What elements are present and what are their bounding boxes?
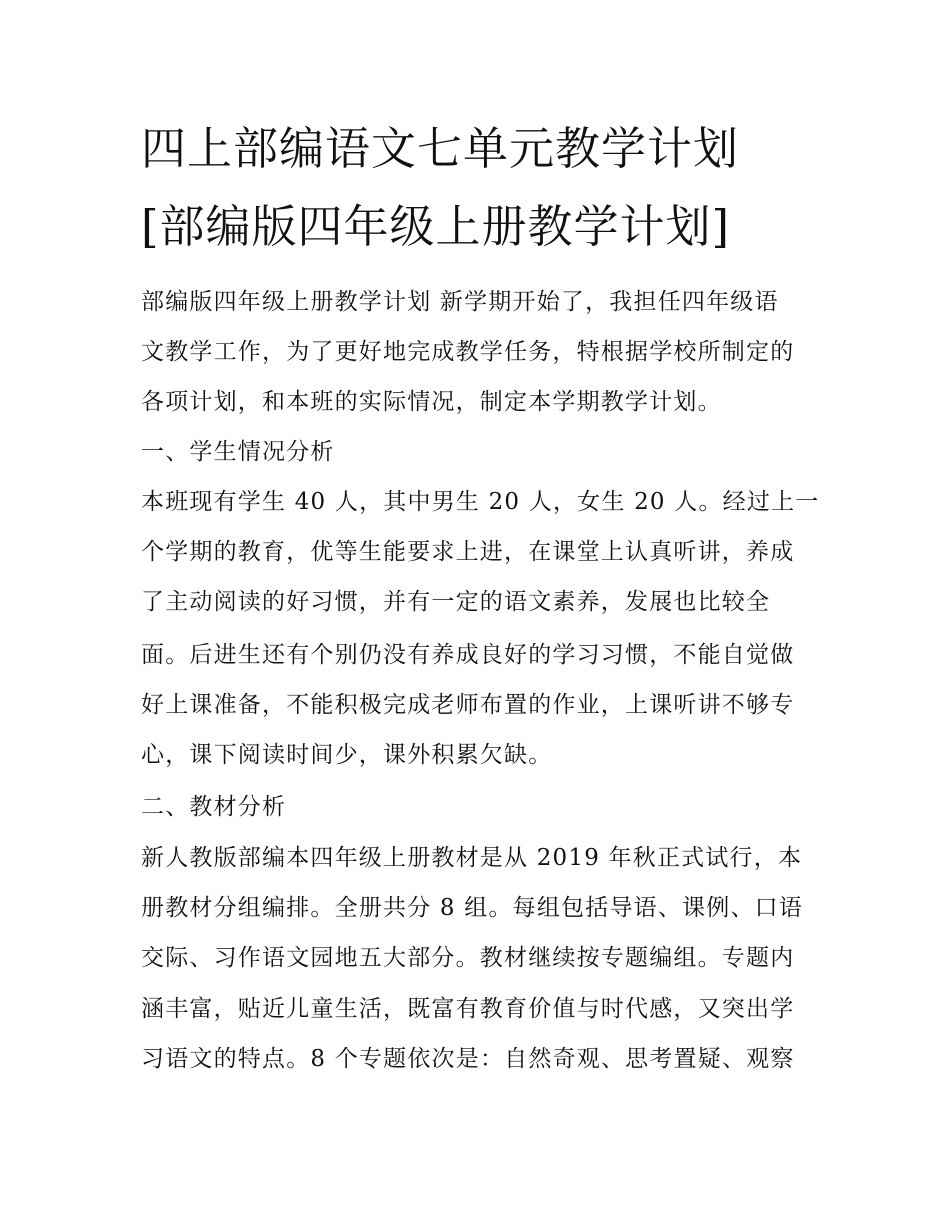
document-title [141, 110, 821, 266]
title-line-1: 四上部编语文七单元教学计划 [141, 122, 740, 175]
students-line-2: 个学期的教育，优等生能要求上进，在课堂上认真听讲，养成 [141, 539, 795, 565]
section-heading-textbook: 二、教材分析 [141, 794, 287, 820]
textbook-line-4: 涵丰富，贴近儿童生活，既富有教育价值与时代感，又突出学 [141, 996, 795, 1022]
title-line-2: [部编版四年级上册教学计划] [141, 200, 731, 253]
students-line-6: 心，课下阅读时间少，课外积累欠缺。 [141, 742, 553, 768]
students-line-1: 本班现有学生 40 人，其中男生 20 人，女生 20 人。经过上一 [141, 489, 820, 515]
intro-line-3: 各项计划，和本班的实际情况，制定本学期教学计划。 [141, 389, 722, 415]
students-line-4: 面。后进生还有个别仍没有养成良好的学习习惯，不能自觉做 [141, 642, 795, 668]
students-line-3: 了主动阅读的好习惯，并有一定的语文素养，发展也比较全 [141, 589, 771, 615]
textbook-line-5: 习语文的特点。8 个专题依次是：自然奇观、思考置疑、观察 [141, 1046, 795, 1072]
textbook-line-2: 册教材分组编排。全册共分 8 组。每组包括导语、课例、口语 [141, 895, 804, 921]
intro-line-1: 部编版四年级上册教学计划 新学期开始了，我担任四年级语 [141, 289, 779, 315]
intro-line-2: 文教学工作，为了更好地完成教学任务，特根据学校所制定的 [141, 339, 795, 365]
section-heading-students: 一、学生情况分析 [141, 439, 335, 465]
textbook-line-1: 新人教版部编本四年级上册教材是从 2019 年秋正式试行，本 [141, 845, 803, 871]
textbook-line-3: 交际、习作语文园地五大部分。教材继续按专题编组。专题内 [141, 945, 795, 971]
students-line-5: 好上课准备，不能积极完成老师布置的作业，上课听讲不够专 [141, 692, 795, 718]
